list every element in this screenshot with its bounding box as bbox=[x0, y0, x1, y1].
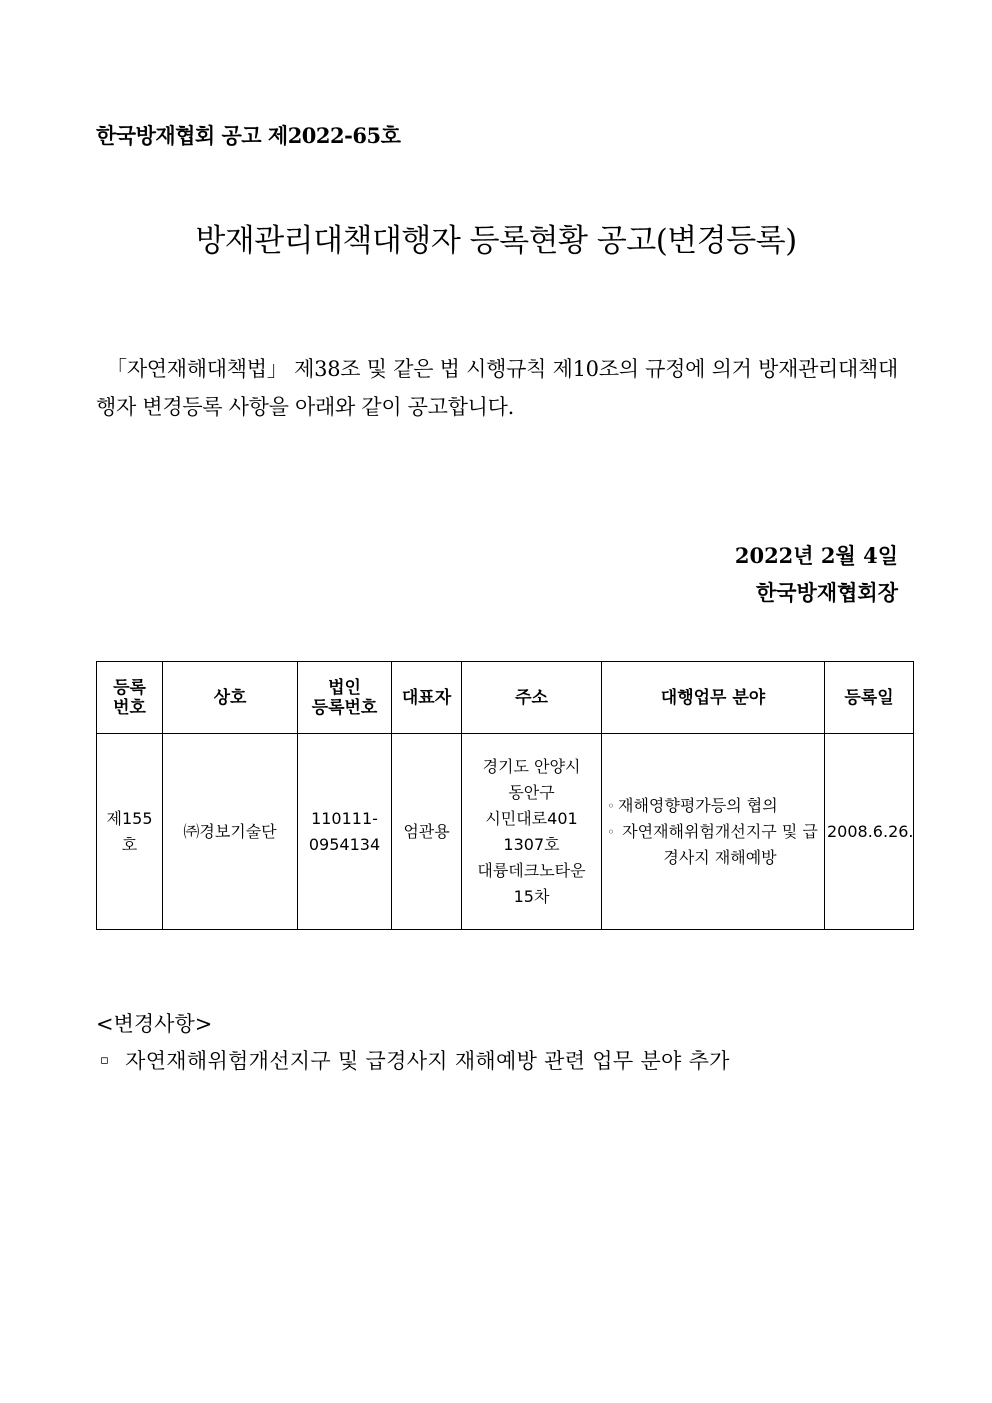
address-line: 15차 bbox=[513, 886, 550, 906]
address-line: 대륭데크노타운 bbox=[477, 860, 586, 880]
header-reg-no bbox=[97, 662, 163, 734]
header-corp-reg-no-line1: 법인 bbox=[328, 677, 361, 698]
cell-field bbox=[602, 734, 825, 930]
address-line: 1307호 bbox=[503, 834, 560, 854]
corp-reg-no-line1: 110111- bbox=[311, 808, 378, 828]
header-corp-reg-no-line2: 등록번호 bbox=[311, 697, 378, 718]
bullet-icon: ◦ bbox=[607, 798, 615, 813]
header-field: 대행업무 분야 bbox=[602, 662, 825, 734]
cell-representative: 엄관용 bbox=[392, 734, 462, 930]
corp-reg-no-line2: 0954134 bbox=[308, 834, 381, 854]
issuer-name: 한국방재협회장 bbox=[755, 580, 898, 605]
list-item bbox=[604, 819, 822, 871]
table-header-row bbox=[97, 662, 914, 734]
cell-company: ㈜경보기술단 bbox=[163, 734, 298, 930]
bullet-icon: ▫ bbox=[100, 1052, 110, 1068]
cell-corp-reg-no bbox=[298, 734, 392, 930]
table-row bbox=[97, 734, 914, 930]
change-text: 자연재해위험개선지구 및 급경사지 재해예방 관련 업무 분야 추가 bbox=[125, 1049, 730, 1073]
changes-heading: <변경사항> bbox=[96, 1012, 213, 1036]
cell-address bbox=[462, 734, 602, 930]
header-reg-date: 등록일 bbox=[825, 662, 914, 734]
page-title: 방재관리대책대행자 등록현황 공고(변경등록) bbox=[195, 223, 797, 259]
notice-date: 2022년 2월 4일 bbox=[734, 543, 898, 568]
header-address: 주소 bbox=[462, 662, 602, 734]
address-line: 경기도 안양시 bbox=[482, 756, 581, 776]
header-company: 상호 bbox=[163, 662, 298, 734]
header-corp-reg-no bbox=[298, 662, 392, 734]
registration-table bbox=[96, 661, 914, 930]
list-item bbox=[100, 1045, 730, 1075]
cell-reg-no: 제155호 bbox=[97, 734, 163, 930]
field-text: 자연재해위험개선지구 및 급경사지 재해예방 bbox=[622, 821, 818, 867]
field-text: 재해영향평가등의 협의 bbox=[618, 795, 778, 815]
address-line: 시민대로401 bbox=[485, 808, 578, 828]
notice-number: 한국방재협회 공고 제2022-65호 bbox=[96, 123, 401, 148]
header-reg-no-line1: 등록 bbox=[113, 677, 146, 698]
header-reg-no-line2: 번호 bbox=[113, 697, 146, 718]
address-line: 동안구 bbox=[508, 782, 555, 802]
notice-body-text: 「자연재해대책법」 제38조 및 같은 법 시행규칙 제10조의 규정에 의거 방재관리대책대행자 변경등록 사항을 아래와 같이 공고합니다. bbox=[96, 357, 898, 419]
bullet-icon: ◦ bbox=[607, 824, 615, 839]
list-item bbox=[604, 793, 822, 819]
cell-reg-date: 2008.6.26. bbox=[825, 734, 914, 930]
header-representative: 대표자 bbox=[392, 662, 462, 734]
